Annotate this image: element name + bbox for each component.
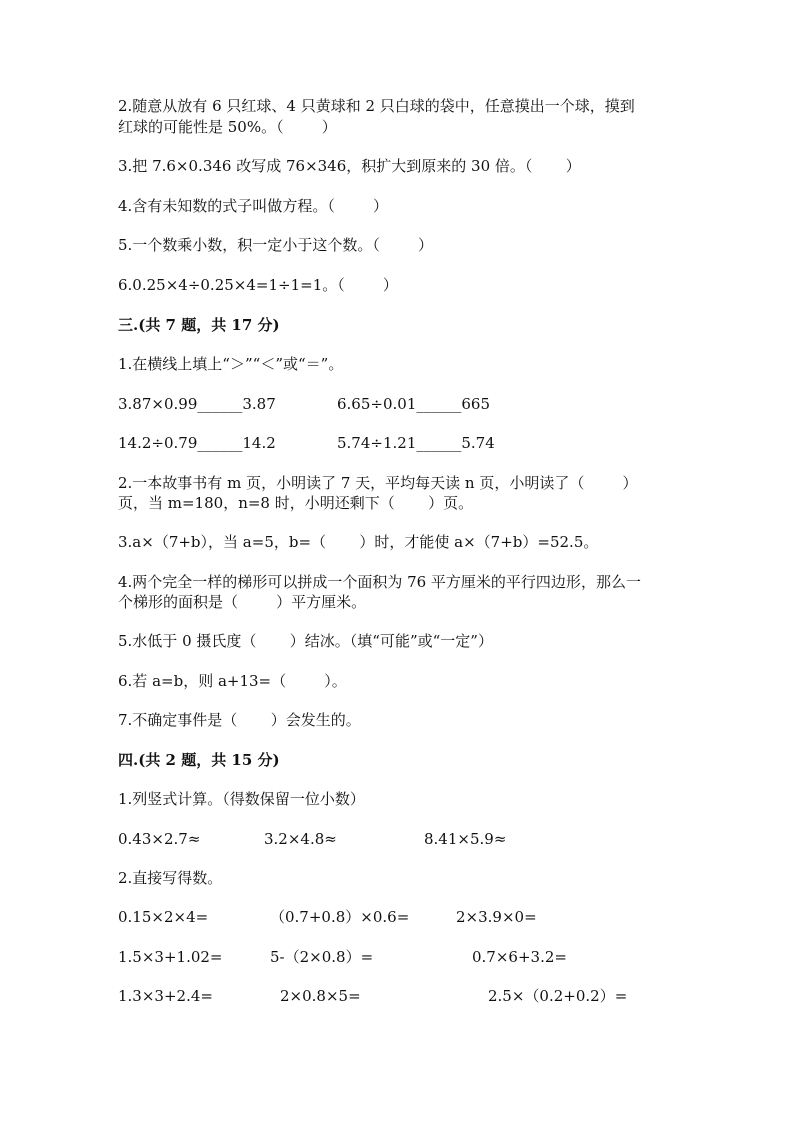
s4-q2-r1-a: 0.15×2×4= bbox=[118, 908, 209, 926]
s4-q2-r1-b: （0.7+0.8）×0.6= bbox=[270, 908, 410, 926]
s3-question-5: 5.水低于 0 摄氏度（ ）结冰。（填“可能”或“一定”） bbox=[118, 632, 493, 650]
s4-q2-r2-b: 5-（2×0.8）= bbox=[270, 948, 374, 966]
s3-q1-compare-3: 14.2÷0.79______14.2 bbox=[118, 434, 276, 452]
question-5: 5.一个数乘小数，积一定小于这个数。（ ） bbox=[118, 236, 433, 254]
s4-q1-expr-3: 8.41×5.9≈ bbox=[424, 830, 507, 848]
s4-q2-r3-c: 2.5×（0.2+0.2）= bbox=[488, 987, 628, 1005]
section-3-heading: 三.(共 7 题，共 17 分) bbox=[118, 316, 280, 334]
s3-question-4-line-1: 4.两个完全一样的梯形可以拼成一个面积为 76 平方厘米的平行四边形，那么一 bbox=[118, 573, 641, 591]
s3-question-4-line-2: 个梯形的面积是（ ）平方厘米。 bbox=[118, 593, 367, 611]
s3-question-2-line-2: 页，当 m=180，n=8 时，小明还剩下（ ）页。 bbox=[118, 494, 474, 512]
s4-q1-expr-1: 0.43×2.7≈ bbox=[118, 830, 201, 848]
question-2-line-2: 红球的可能性是 50%。（ ） bbox=[118, 118, 337, 136]
question-3: 3.把 7.6×0.346 改写成 76×346，积扩大到原来的 30 倍。（ ） bbox=[118, 157, 581, 175]
s3-question-2-line-1: 2.一本故事书有 m 页，小明读了 7 天，平均每天读 n 页，小明读了（ ） bbox=[118, 474, 638, 492]
section-4-heading: 四.(共 2 题，共 15 分) bbox=[118, 751, 280, 769]
question-4: 4.含有未知数的式子叫做方程。（ ） bbox=[118, 197, 388, 215]
s3-question-7: 7.不确定事件是（ ）会发生的。 bbox=[118, 711, 361, 729]
s4-q1-expr-2: 3.2×4.8≈ bbox=[264, 830, 337, 848]
s3-question-1: 1.在横线上填上“＞”“＜”或“＝”。 bbox=[118, 355, 344, 373]
s3-q1-compare-1: 3.87×0.99______3.87 bbox=[118, 395, 276, 413]
question-2-line-1: 2.随意从放有 6 只红球、4 只黄球和 2 只白球的袋中，任意摸出一个球，摸到 bbox=[118, 97, 635, 115]
s4-q2-r2-c: 0.7×6+3.2= bbox=[472, 948, 567, 966]
s3-q1-compare-2: 6.65÷0.01______665 bbox=[337, 395, 490, 413]
s3-q1-compare-4: 5.74÷1.21______5.74 bbox=[337, 434, 495, 452]
s3-question-3: 3.a×（7+b），当 a=5，b=（ ）时，才能使 a×（7+b）=52.5。 bbox=[118, 533, 599, 551]
s4-q2-r1-c: 2×3.9×0= bbox=[456, 908, 537, 926]
s3-question-6: 6.若 a=b，则 a+13=（ ）。 bbox=[118, 672, 347, 690]
question-6: 6.0.25×4÷0.25×4=1÷1=1。（ ） bbox=[118, 276, 398, 294]
s4-q2-r2-a: 1.5×3+1.02= bbox=[118, 948, 223, 966]
s4-q2-r3-a: 1.3×3+2.4= bbox=[118, 987, 213, 1005]
s4-question-1: 1.列竖式计算。（得数保留一位小数） bbox=[118, 790, 365, 808]
s4-q2-r3-b: 2×0.8×5= bbox=[280, 987, 361, 1005]
s4-question-2: 2.直接写得数。 bbox=[118, 869, 223, 887]
